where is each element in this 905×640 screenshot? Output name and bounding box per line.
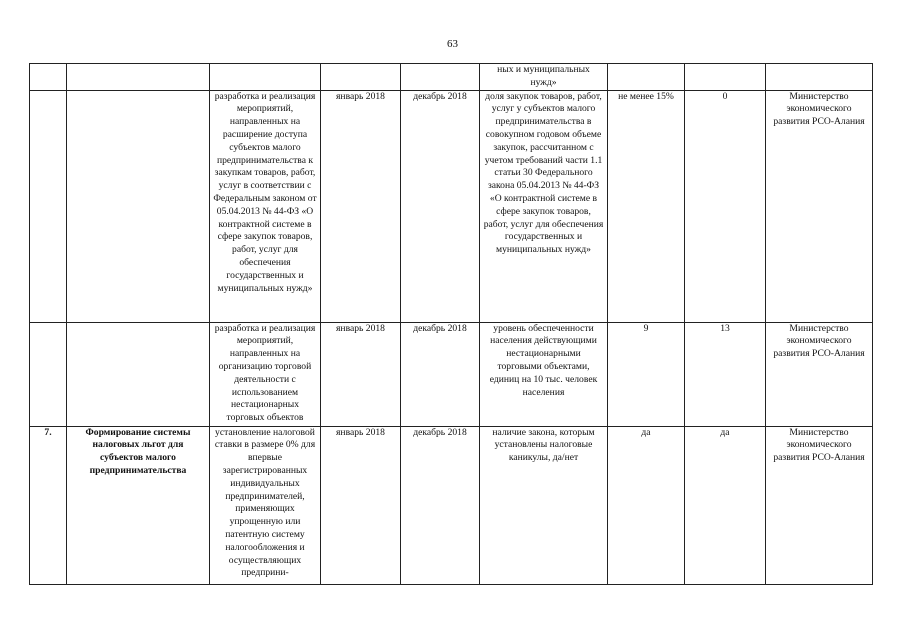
cell-fact: 13 [685,322,766,426]
cell-indicator: наличие закона, которым установлены налоговые каникулы, да/нет [480,426,608,584]
cell-start: январь 2018 [321,426,401,584]
cell-fact [685,64,766,91]
cell-start: январь 2018 [321,90,401,322]
cell-plan [608,64,685,91]
cell-indicator: ных и муниципальных нужд» [480,64,608,91]
measures-table [29,63,873,585]
cell-responsible: Министерство экономического развития РСО-Алания [766,426,873,584]
cell-start [321,64,401,91]
cell-end: декабрь 2018 [401,90,480,322]
page-number: 63 [447,38,458,50]
cell-plan: да [608,426,685,584]
cell-task [67,90,210,322]
cell-plan: не менее 15% [608,90,685,322]
cell-end [401,64,480,91]
table-row [30,90,873,322]
cell-event: разработка и реализация мероприятий, направленных на организацию торговой деятельности с использованием нестационарных торговых объектов [210,322,321,426]
cell-plan: 9 [608,322,685,426]
cell-task: Формирование системы налоговых льгот для субъектов малого предпринимательства [67,426,210,584]
cell-event: установление налоговой ставки в размере 0% для впервые зарегистрированных индивидуальных предпринимателей, применяющих упрощенную или патентную систему налогообложения и осуществляющих предприни- [210,426,321,584]
cell-responsible: Министерство экономического развития РСО-Алания [766,322,873,426]
cell-number [30,64,67,91]
cell-task [67,322,210,426]
table-row [30,426,873,584]
cell-responsible [766,64,873,91]
cell-end: декабрь 2018 [401,426,480,584]
cell-indicator: уровень обеспеченности населения действующими нестационарными торговыми объектами, единиц на 10 тыс. человек населения [480,322,608,426]
cell-start: январь 2018 [321,322,401,426]
cell-indicator: доля закупок товаров, работ, услуг у субъектов малого предпринимательства в совокупном годовом объеме закупок, рассчитанном с учетом требований части 1.1 статьи 30 Федерального закона 05.04.2013 № 44-ФЗ «О контрактной системе в сфере закупок товаров, работ, услуг для обеспечения государственных и муниципальных нужд» [480,90,608,322]
cell-responsible: Министерство экономического развития РСО-Алания [766,90,873,322]
cell-number [30,90,67,322]
table-row [30,322,873,426]
cell-number: 7. [30,426,67,584]
cell-event [210,64,321,91]
cell-fact: да [685,426,766,584]
cell-number [30,322,67,426]
cell-task [67,64,210,91]
table-row [30,64,873,91]
cell-fact: 0 [685,90,766,322]
cell-event: разработка и реализация мероприятий, направленных на расширение доступа субъектов малого предпринимательства к закупкам товаров, работ, услуг в соответствии с Федеральным законом от 05.04.2013 № 44-ФЗ «О контрактной системе в сфере закупок товаров, работ, услуг для обеспечения государственных и муниципальных нужд» [210,90,321,322]
cell-end: декабрь 2018 [401,322,480,426]
